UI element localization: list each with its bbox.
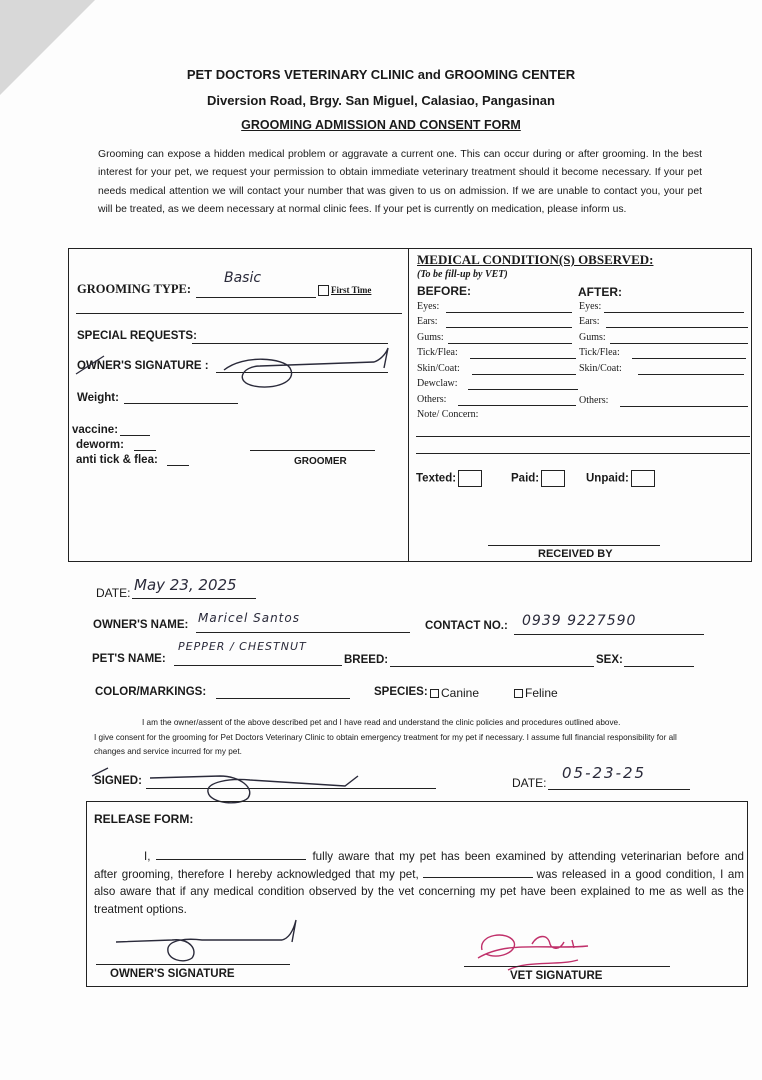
feline-label: Feline [525, 686, 558, 700]
weight-line [124, 403, 238, 404]
after-item-label: Skin/Coat: [579, 363, 622, 374]
release-text-b: fully aware that my pet has been examined by attending veterinarian before and after grooming, therefore I hereby acknowledged that my pet, [94, 850, 744, 881]
release-title: RELEASE FORM: [94, 812, 194, 826]
breed-label: BREED: [344, 654, 389, 666]
after-item-line[interactable] [620, 406, 748, 407]
texted-field[interactable] [416, 470, 482, 487]
after-item-label: Others: [579, 395, 609, 406]
vaccine-line [120, 435, 150, 436]
note-label: Note/ Concern: [417, 409, 479, 420]
release-owner-line [96, 964, 290, 965]
before-item-label: Others: [417, 394, 447, 405]
signed-signature-drawing [90, 766, 370, 806]
before-item-label: Ears: [417, 316, 438, 327]
texted-box[interactable] [458, 470, 482, 487]
before-item-line[interactable] [468, 389, 578, 390]
antitick-line [167, 465, 189, 466]
antitick-label: anti tick & flea: [76, 454, 158, 466]
before-label: BEFORE: [417, 284, 471, 298]
unpaid-label: Unpaid: [586, 472, 629, 485]
consent-date-label: DATE: [512, 776, 547, 790]
release-text-c: was released in a good condition, I am also aware that if any medical condition observed by the vet concerning my pet have been explained to me as well as the treatment options. [94, 867, 744, 916]
clinic-address: Diversion Road, Brgy. San Miguel, Calasiao, Pangasinan [207, 93, 555, 108]
note-line-1[interactable] [416, 436, 750, 437]
first-time-checkbox[interactable] [318, 285, 371, 296]
medical-subtitle: (To be fill-up by VET) [417, 269, 508, 280]
after-item-label: Ears: [579, 316, 600, 327]
groomer-label: GROOMER [294, 456, 347, 467]
unpaid-box[interactable] [631, 470, 655, 487]
received-by-label: RECEIVED BY [538, 548, 613, 560]
consent-line-2: I give consent for the grooming for Pet Doctors Veterinary Clinic to obtain emergency treatment for my pet if necessary. I assume full financial responsibility for all changes and service incurred for my pet. [94, 732, 677, 756]
deworm-label: deworm: [76, 439, 124, 451]
release-text-a: I, [144, 850, 151, 863]
received-by-line [488, 545, 660, 546]
clinic-name: PET DOCTORS VETERINARY CLINIC and GROOMING CENTER [186, 67, 576, 82]
species-label: SPECIES: [374, 686, 428, 698]
after-item-line[interactable] [610, 343, 748, 344]
before-item-label: Dewclaw: [417, 378, 458, 389]
breed-line[interactable] [390, 666, 594, 667]
before-item-line[interactable] [446, 312, 572, 313]
before-item-label: Gums: [417, 332, 444, 343]
first-time-box[interactable] [318, 285, 329, 296]
sex-line[interactable] [624, 666, 694, 667]
after-item-line[interactable] [638, 374, 744, 375]
color-line[interactable] [216, 698, 350, 699]
before-item-label: Eyes: [417, 301, 440, 312]
paid-field[interactable] [511, 470, 565, 487]
canine-option[interactable] [430, 686, 479, 700]
sex-label: SEX: [596, 654, 623, 666]
date-label: DATE: [96, 586, 131, 600]
paid-box[interactable] [541, 470, 565, 487]
grooming-type-line [196, 297, 316, 298]
before-item-line[interactable] [470, 358, 576, 359]
first-time-label: First Time [331, 285, 372, 295]
owner-signature-drawing [74, 340, 394, 396]
form-title: GROOMING ADMISSION AND CONSENT FORM [241, 118, 521, 132]
vaccine-label: vaccine: [72, 424, 119, 436]
release-owner-signature-drawing [112, 916, 308, 966]
before-item-line[interactable] [446, 327, 572, 328]
before-item-line[interactable] [472, 374, 576, 375]
unpaid-field[interactable] [586, 470, 655, 487]
feline-box[interactable] [514, 689, 523, 698]
owner-signature-label: OWNER'S SIGNATURE : [77, 360, 209, 372]
before-item-label: Skin/Coat: [417, 363, 460, 374]
after-item-line[interactable] [632, 358, 746, 359]
after-label: AFTER: [578, 285, 622, 299]
before-item-line[interactable] [448, 343, 572, 344]
release-text [94, 848, 744, 918]
contact-label: CONTACT NO.: [425, 620, 508, 632]
medical-title: MEDICAL CONDITION(S) OBSERVED: [417, 252, 654, 267]
owner-name-label: OWNER'S NAME: [93, 619, 189, 631]
owner-name-value[interactable]: Maricel Santos [198, 611, 300, 625]
vet-signature-line [464, 966, 670, 967]
release-pet-blank[interactable] [423, 867, 533, 878]
consent-text [94, 716, 704, 760]
after-item-line[interactable] [606, 327, 748, 328]
vet-signature-label: VET SIGNATURE [510, 970, 603, 982]
date-line [132, 598, 256, 599]
canine-label: Canine [441, 686, 480, 700]
feline-option[interactable] [514, 686, 558, 700]
grooming-type-label: GROOMING TYPE: [77, 282, 192, 296]
canine-box[interactable] [430, 689, 439, 698]
signed-label: SIGNED: [94, 775, 142, 787]
owner-name-line [196, 632, 410, 633]
box-divider [408, 248, 409, 562]
release-owner-signature-label: OWNER'S SIGNATURE [110, 968, 235, 980]
grooming-type-value[interactable]: Basic [224, 270, 262, 286]
contact-line [514, 634, 704, 635]
special-requests-label: SPECIAL REQUESTS: [77, 330, 197, 342]
after-item-label: Tick/Flea: [579, 347, 620, 358]
consent-line-1: I am the owner/assent of the above described pet and I have read and understand the clinic policies and procedures outlined above. [142, 718, 621, 727]
after-item-label: Gums: [579, 332, 606, 343]
date-value[interactable]: May 23, 2025 [134, 576, 237, 594]
after-item-label: Eyes: [579, 301, 602, 312]
weight-label: Weight: [77, 392, 119, 404]
consent-date-line [548, 789, 690, 790]
before-item-line[interactable] [458, 405, 576, 406]
after-item-line[interactable] [604, 312, 744, 313]
grooming-extra-line [76, 313, 402, 314]
consent-date-value[interactable]: 05-23-25 [562, 764, 647, 782]
paid-label: Paid: [511, 472, 540, 485]
pet-name-line [174, 665, 342, 666]
pet-name-value[interactable]: PEPPER / CHESTNUT [178, 640, 307, 653]
contact-value[interactable]: 0939 9227590 [522, 613, 637, 629]
release-owner-blank[interactable] [156, 849, 306, 860]
intro-paragraph: Grooming can expose a hidden medical problem or aggravate a current one. This can occur during or after grooming. In the best interest for your pet, we request your permission to obtain immediate veterinary treatment should it become necessary. If your pet needs medical attention we will contact your number that was given to us on admission. If we are unable to contact you, your pet will be treated, as we deem necessary at normal clinic fees. If your pet is currently on medication, please inform us. [98, 149, 702, 215]
pet-name-label: PET'S NAME: [92, 653, 166, 665]
texted-label: Texted: [416, 472, 457, 485]
color-label: COLOR/MARKINGS: [95, 686, 207, 698]
note-line-2[interactable] [416, 453, 750, 454]
before-item-label: Tick/Flea: [417, 347, 458, 358]
vet-signature-drawing [468, 920, 598, 976]
deworm-line [134, 450, 156, 451]
groomer-line [250, 450, 375, 451]
